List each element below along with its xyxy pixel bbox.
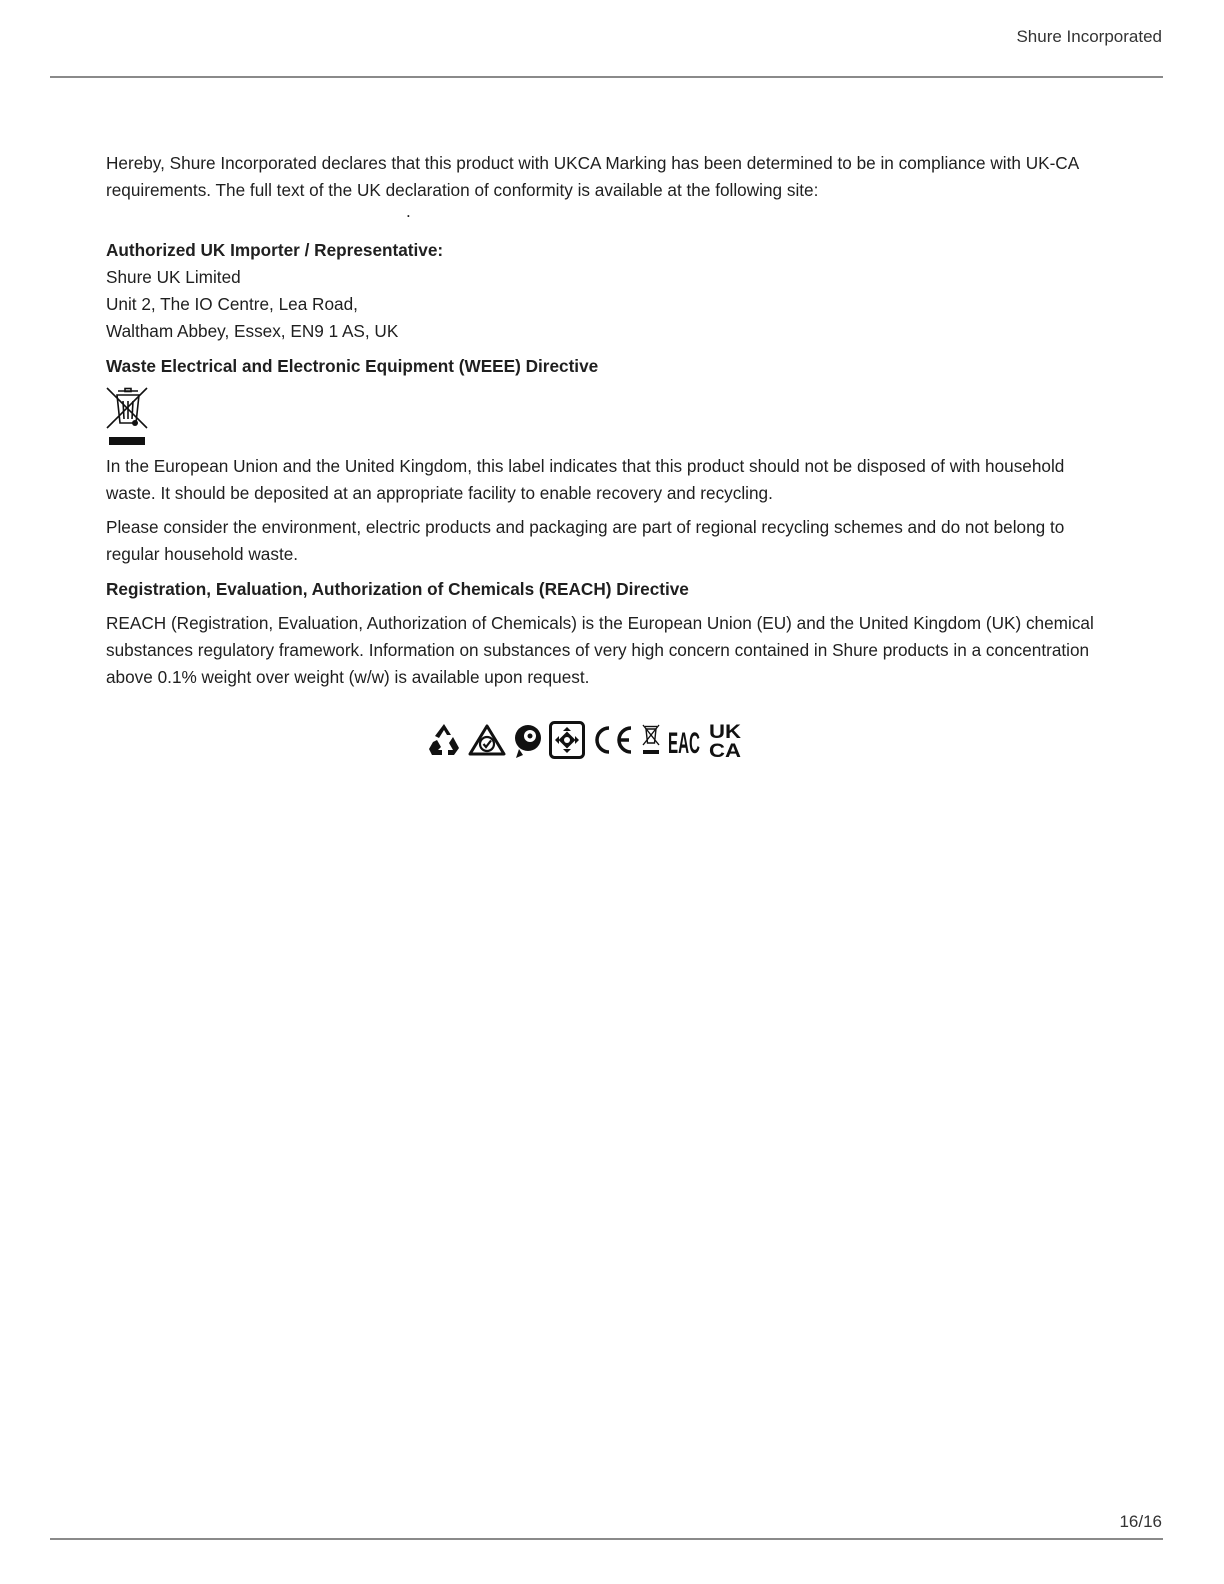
importer-heading: Authorized UK Importer / Representative: (106, 240, 444, 260)
weee-small-icon (641, 723, 661, 757)
importer-line-street: Unit 2, The IO Centre, Lea Road, (106, 294, 358, 314)
declaration-site-line (106, 201, 1106, 231)
weee-heading: Waste Electrical and Electronic Equipment (WEEE) Directive (106, 356, 599, 376)
footer-divider (50, 1538, 1163, 1540)
reach-paragraph: REACH (Registration, Evaluation, Authorization of Chemicals) is the European Union (EU) and the United Kingdom (UK) chemical substances regulatory framework. Information on substances of very high concern contained in Shure products in a concentration above 0.1% weight over weight (w/w) is available upon request. (106, 613, 1094, 687)
header-company-name: Shure Incorporated (1016, 27, 1162, 46)
ukca-mark-icon (707, 721, 743, 759)
weee-paragraph-1: In the European Union and the United Kingdom, this label indicates that this product should not be disposed of with household waste. It should be deposited at an appropriate facility to enable recovery and recycling. (106, 456, 1065, 503)
page-number: 16/16 (1119, 1512, 1162, 1531)
rcm-icon (467, 723, 507, 757)
header-divider (50, 76, 1163, 78)
svg-text:EAC: EAC (668, 727, 700, 758)
svg-text:CA: CA (709, 741, 742, 759)
weee-paragraph-2: Please consider the environment, electric products and packaging are part of regional recycling schemes and do not belong to regular household waste. (106, 517, 1065, 564)
recycling-icon (427, 722, 461, 758)
importer-line-company: Shure UK Limited (106, 267, 241, 287)
ukca-declaration: Hereby, Shure Incorporated declares that this product with UKCA Marking has been determined to be in compliance with UK-CA requirements. The full text of the UK declaration of conformity is available at the following site: (106, 153, 1079, 200)
compliance-content (106, 150, 1106, 691)
crossed-out-wheeled-bin-icon (106, 387, 150, 447)
reach-heading: Registration, Evaluation, Authorization of Chemicals (REACH) Directive (106, 579, 689, 599)
svg-text:UK: UK (709, 722, 742, 743)
declaration-site-trailing: . (406, 201, 411, 221)
china-efup-icon (549, 721, 585, 759)
ce-mark-icon (591, 723, 635, 757)
china-rohs-icon (513, 721, 543, 759)
eac-mark-icon (667, 722, 701, 758)
importer-line-city: Waltham Abbey, Essex, EN9 1 AS, UK (106, 321, 399, 341)
certification-marks (427, 718, 747, 762)
